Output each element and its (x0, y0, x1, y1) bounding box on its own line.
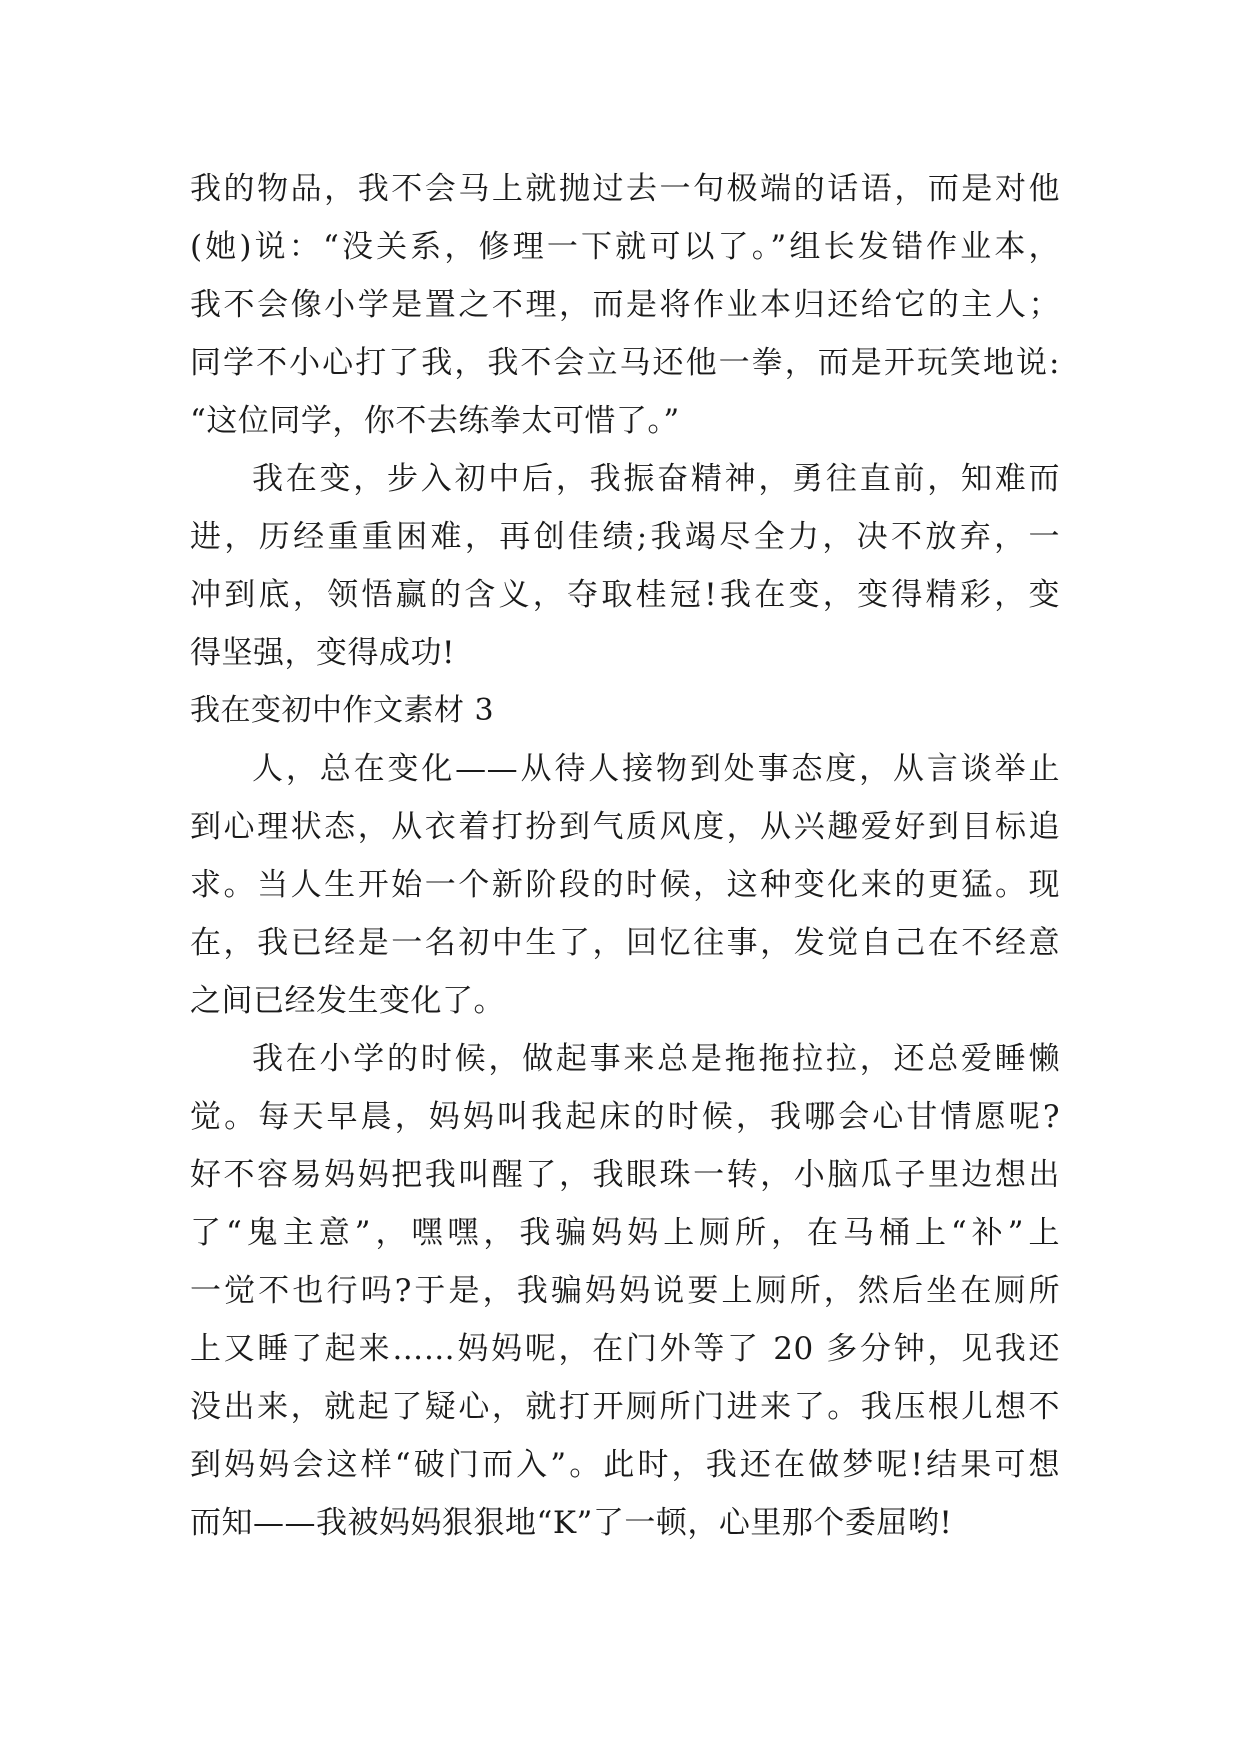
text-line: (她)说：“没关系，修理一下就可以了。”组长发错作业本， (190, 229, 1060, 265)
paragraph (190, 450, 1060, 682)
text-line: 觉。每天早晨，妈妈叫我起床的时候，我哪会心甘情愿呢? (190, 1099, 1060, 1135)
text-line: 一觉不也行吗?于是，我骗妈妈说要上厕所，然后坐在厕所 (190, 1273, 1060, 1309)
text-line: “这位同学，你不去练拳太可惜了。” (190, 403, 680, 439)
document-body (190, 160, 1060, 1552)
text-line: 我的物品，我不会马上就抛过去一句极端的话语，而是对他 (190, 171, 1060, 207)
text-line: 进，历经重重困难，再创佳绩;我竭尽全力，决不放弃，一 (190, 519, 1060, 555)
text-line: 求。当人生开始一个新阶段的时候，这种变化来的更猛。现 (190, 867, 1060, 903)
text-line: 了“鬼主意”，嘿嘿，我骗妈妈上厕所，在马桶上“补”上 (190, 1215, 1060, 1251)
section-heading (190, 682, 1060, 740)
text-line: 在，我已经是一名初中生了，回忆往事，发觉自己在不经意 (190, 925, 1060, 961)
text-line: 到心理状态，从衣着打扮到气质风度，从兴趣爱好到目标追 (190, 809, 1060, 845)
text-line: 好不容易妈妈把我叫醒了，我眼珠一转，小脑瓜子里边想出 (190, 1157, 1060, 1193)
text-line: 得坚强，变得成功! (190, 635, 455, 671)
text-line: 而知——我被妈妈狠狠地“K”了一顿，心里那个委屈哟! (190, 1505, 953, 1541)
text-line: 没出来，就起了疑心，就打开厕所门进来了。我压根儿想不 (190, 1389, 1060, 1425)
paragraph (190, 1030, 1060, 1552)
paragraph (190, 160, 1060, 450)
text-line: 我在变，步入初中后，我振奋精神，勇往直前，知难而 (252, 461, 1060, 497)
text-line: 到妈妈会这样“破门而入”。此时，我还在做梦呢!结果可想 (190, 1447, 1060, 1483)
text-line: 同学不小心打了我，我不会立马还他一拳，而是开玩笑地说: (190, 345, 1060, 381)
text-line: 我在小学的时候，做起事来总是拖拖拉拉，还总爱睡懒 (252, 1041, 1060, 1077)
heading-line: 我在变初中作文素材 3 (190, 693, 495, 728)
text-line: 之间已经发生变化了。 (190, 983, 505, 1019)
text-line: 人，总在变化——从待人接物到处事态度，从言谈举止 (252, 751, 1060, 787)
paragraph (190, 740, 1060, 1030)
text-line: 我不会像小学是置之不理，而是将作业本归还给它的主人； (190, 287, 1060, 323)
text-line: 冲到底，领悟赢的含义，夺取桂冠!我在变，变得精彩，变 (190, 577, 1060, 613)
text-line: 上又睡了起来……妈妈呢，在门外等了 20 多分钟，见我还 (190, 1331, 1060, 1367)
